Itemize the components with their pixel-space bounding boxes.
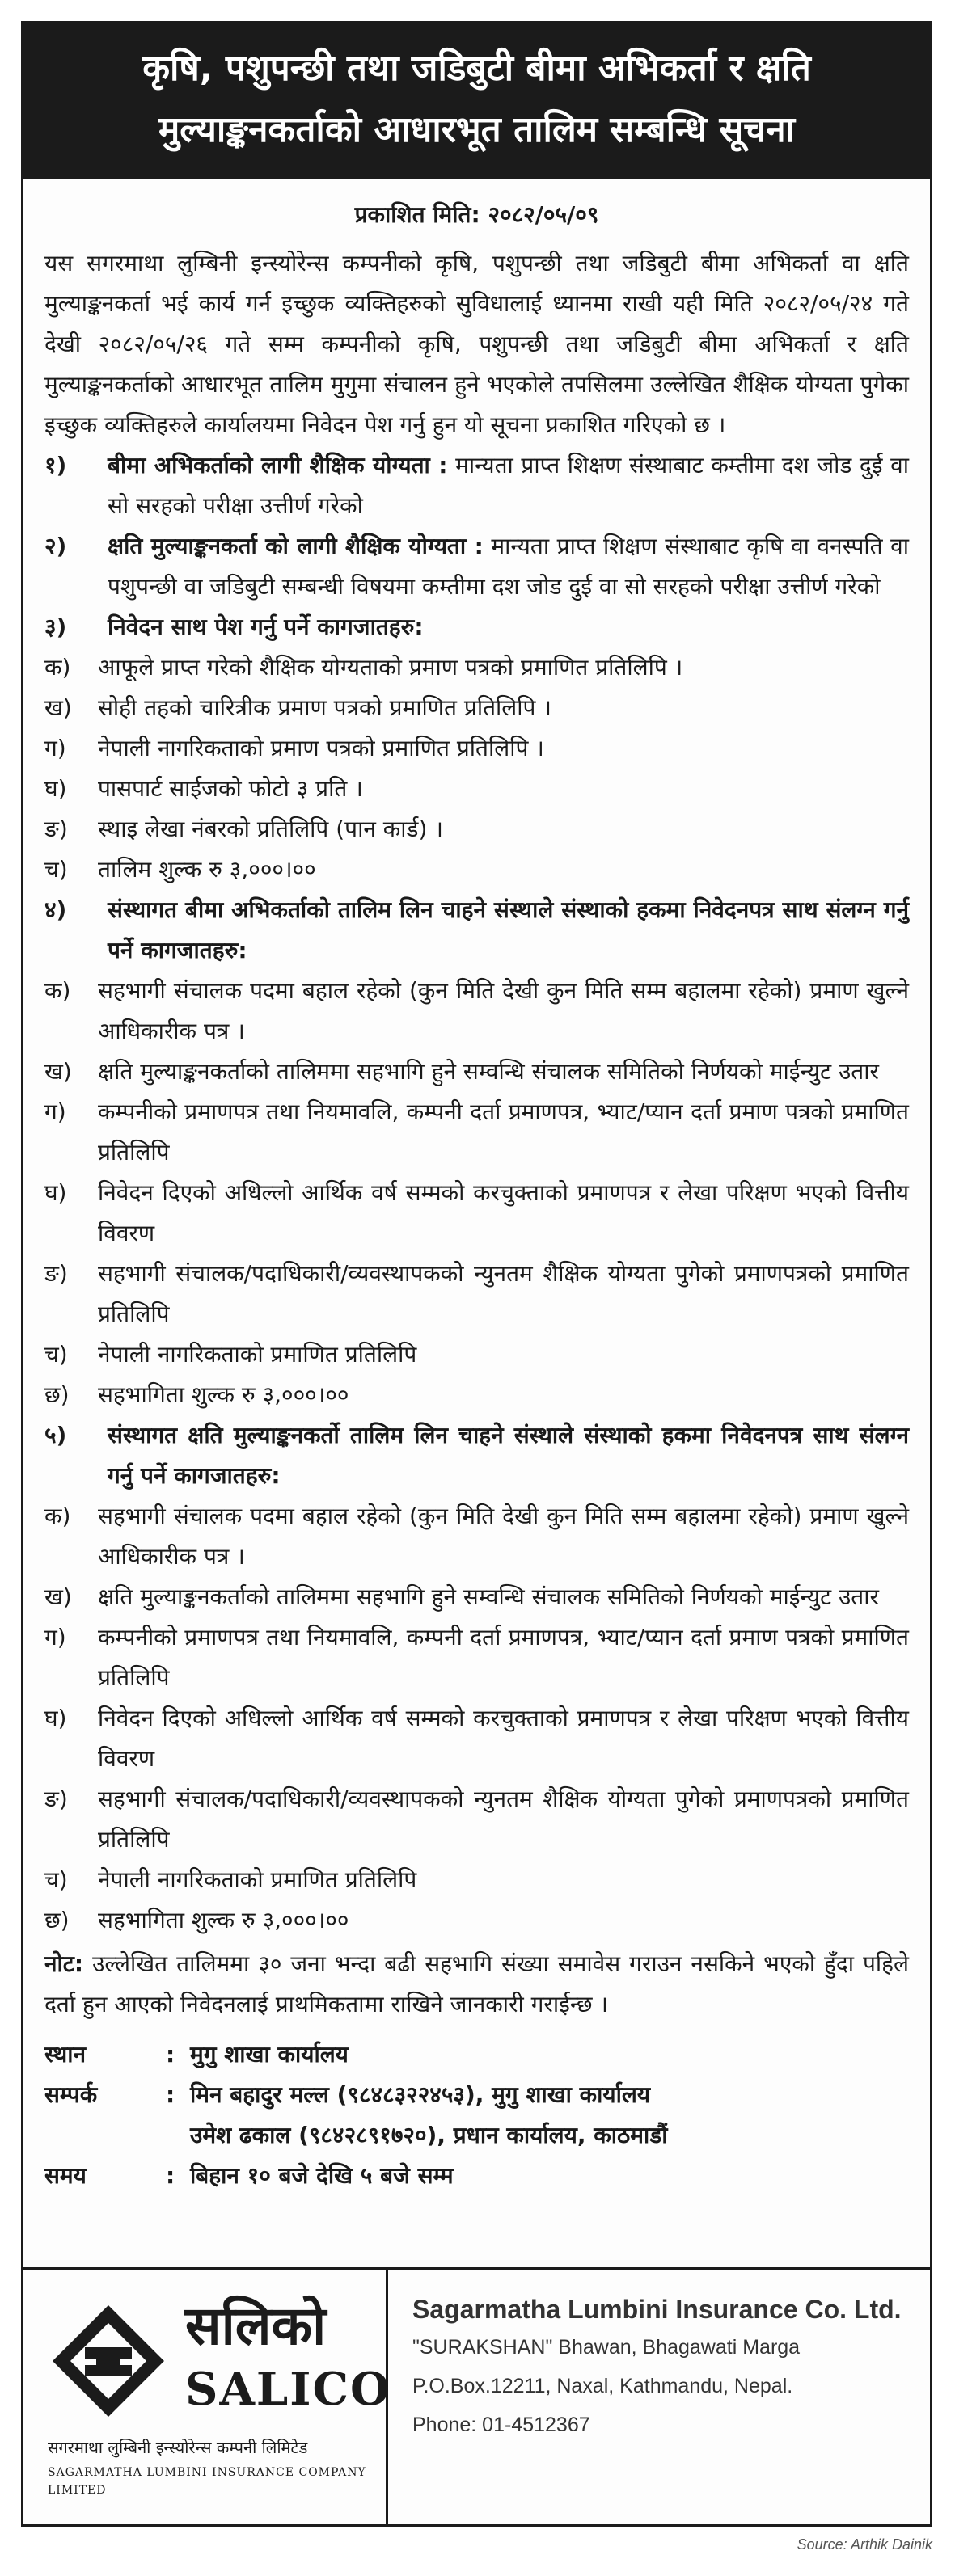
section-2-content: [108, 526, 909, 607]
section-2-label: २): [44, 533, 67, 559]
list-item: [44, 1375, 909, 1415]
notice-body: [23, 179, 930, 2196]
logo-subtitle-nepali: सगरमाथा लुम्बिनी इन्स्योरेन्स कम्पनी लिमिटेड: [48, 2438, 308, 2457]
company-phone: Phone: 01-4512367: [412, 2414, 590, 2436]
list-item-text: क्षति मुल्याङ्कनकर्ताको तालिममा सहभागि हुने सम्वन्धि संचालक समितिको निर्णयको माईन्युट उतार: [98, 1583, 879, 1610]
list-item-label: ङ): [44, 1785, 68, 1812]
contact-value-2: उमेश ढकाल (९८४२८९१७२०), प्रधान कार्यालय, काठमाडौं: [190, 2122, 668, 2148]
list-item: [44, 1617, 909, 1698]
list-item: [44, 809, 909, 850]
company-name: Sagarmatha Lumbini Insurance Co. Ltd.: [412, 2295, 902, 2324]
section-5-heading: संस्थागत क्षति मुल्याङ्कनकर्तो तालिम लिन चाहने संस्थाले संस्थाको हकमा निवेदनपत्र साथ संलग्न गर्नु पर्ने कागजातहरु:: [108, 1422, 909, 1489]
section-4-heading: संस्थागत बीमा अभिकर्ताको तालिम लिन चाहने संस्थाले संस्थाको हकमा निवेदनपत्र साथ संलग्न गर्नु पर्ने कागजातहरु:: [108, 896, 909, 963]
list-item: [44, 1900, 909, 1941]
place-colon: :: [166, 2041, 175, 2068]
list-item: [44, 1254, 909, 1334]
intro-paragraph: यस सगरमाथा लुम्बिनी इन्स्योरेन्स कम्पनीको कृषि, पशुपन्छी तथा जडिबुटी बीमा अभिकर्ता वा क्षति मुल्याङ्कनकर्ता भई कार्य गर्न इच्छुक व्यक्तिहरुको सुविधालाई ध्यानमा राखी यही मिति २०८२/०५/२४ गते देखी २०८२/०५/२६ गते सम्म कम्पनीको कृषि, पशुपन्छी तथा जडिबुटी बीमा अभिकर्ता र क्षति मुल्याङ्कनकर्ताको आधारभूत तालिम मुगुमा संचालन हुने भएकोले तपसिलमा उल्लेखित शैक्षिक योग्यता पुगेका इच्छुक व्यक्तिहरुले कार्यालयमा निवेदन पेश गर्नु हुन यो सूचना प्रकाशित गरिएको छ ।: [44, 250, 909, 438]
section-5: [44, 1415, 909, 1496]
section-2-text: मान्यता प्राप्त शिक्षण संस्थाबाट कृषि वा वनस्पति वा पशुपन्छी वा जडिबुटी सम्बन्धी विषयमा कम्तीमा दश जोड दुई वा सो सरहको परीक्षा उत्तीर्ण गरेको: [108, 533, 909, 600]
place-value: मुगु शाखा कार्यालय: [190, 2041, 349, 2068]
note-text: उल्लेखित तालिममा ३० जना भन्दा बढी सहभागि संख्या समावेस गराउन नसकिने भएको हुँदा पहिले दर्ता हुन आएको निवेदनलाई प्राथमिकतामा राखिने जानकारी गराईन्छ ।: [44, 1950, 909, 2017]
section-5-label: ५): [44, 1422, 67, 1448]
section-3: [44, 607, 909, 647]
notice-footer: [23, 2267, 930, 2524]
list-item: [44, 688, 909, 728]
list-item-label: छ): [44, 1907, 70, 1933]
published-date: प्रकाशित मिति: २०८२/०५/०९: [354, 201, 599, 228]
logo-english-text: SALICO: [185, 2363, 391, 2416]
list-item-label: क): [44, 1503, 71, 1529]
list-item-text: पासपार्ट साईजको फोटो ३ प्रति ।: [98, 775, 363, 802]
contact-colon: :: [166, 2081, 175, 2108]
list-item: [44, 728, 909, 769]
list-item-label: घ): [44, 1705, 67, 1731]
section-4: [44, 890, 909, 971]
list-item-text: निवेदन दिएको अधिल्लो आर्थिक वर्ष सम्मको करचुक्ताको प्रमाणपत्र र लेखा परिक्षण भएको वित्तीय विवरण: [98, 1179, 909, 1246]
time-label: समय: [44, 2162, 87, 2189]
list-item-text: आफूले प्राप्त गरेको शैक्षिक योग्यताको प्रमाण पत्रको प्रमाणित प्रतिलिपि ।: [98, 654, 683, 681]
list-item: [44, 1698, 909, 1779]
list-item: [44, 647, 909, 688]
list-item-text: सहभागी संचालक पदमा बहाल रहेको (कुन मिति देखी कुन मिति सम्म बहालमा रहेको) प्रमाण खुल्ने आधिकारीक पत्र ।: [98, 1503, 909, 1570]
list-item-text: सहभागिता शुल्क रु ३,०००।००: [98, 1907, 349, 1933]
notice-frame: [21, 21, 932, 2527]
list-item-text: तालिम शुल्क रु ३,०००।००: [98, 856, 316, 883]
list-item: [44, 1496, 909, 1577]
section-3-label: ३): [44, 613, 67, 640]
title-line-1: कृषि, पशुपन्छी तथा जडिबुटी बीमा अभिकर्ता र क्षति: [142, 48, 811, 89]
list-item-label: ङ): [44, 816, 68, 842]
list-item-label: ग): [44, 1624, 66, 1651]
contact-row: [44, 2075, 909, 2115]
list-item-label: ख): [44, 694, 72, 721]
list-item-text: निवेदन दिएको अधिल्लो आर्थिक वर्ष सम्मको करचुक्ताको प्रमाणपत्र र लेखा परिक्षण भएको वित्तीय विवरण: [98, 1705, 909, 1772]
place-label: स्थान: [44, 2041, 87, 2068]
list-item-label: ग): [44, 1098, 66, 1125]
list-item-label: ख): [44, 1583, 72, 1610]
list-item-label: च): [44, 856, 68, 883]
list-item-text: सहभागी संचालक/पदाधिकारी/व्यवस्थापकको न्युनतम शैक्षिक योग्यता पुगेको प्रमाणपत्रको प्रमाणित प्रतिलिपि: [98, 1785, 909, 1853]
list-item-label: च): [44, 1866, 68, 1893]
logo-nepali-text: सलिको: [185, 2295, 327, 2357]
list-item-label: ग): [44, 735, 66, 761]
note-paragraph: [44, 1944, 909, 2025]
section-1: [44, 445, 909, 526]
list-item: [44, 1173, 909, 1254]
section-2: [44, 526, 909, 607]
list-item: [44, 971, 909, 1052]
list-item-label: ख): [44, 1058, 72, 1085]
time-row: [44, 2156, 909, 2196]
list-item-text: नेपाली नागरिकताको प्रमाणित प्रतिलिपि: [98, 1866, 417, 1893]
time-value: बिहान १० बजे देखि ५ बजे सम्म: [190, 2162, 454, 2189]
list-item-text: क्षति मुल्याङ्कनकर्ताको तालिममा सहभागि हुने सम्वन्धि संचालक समितिको निर्णयको माईन्युट उतार: [98, 1058, 879, 1085]
notice-title: [23, 23, 930, 179]
place-row: [44, 2034, 909, 2075]
list-item: [44, 769, 909, 809]
contact-label: सम्पर्क: [44, 2081, 98, 2108]
source-credit: Source: Arthik Dainik: [797, 2536, 932, 2553]
list-item: [44, 1334, 909, 1375]
company-address-1: "SURAKSHAN" Bhawan, Bhagawati Marga: [412, 2336, 801, 2359]
section-1-content: [108, 445, 909, 526]
list-item-label: घ): [44, 775, 67, 802]
section-2-heading: क्षति मुल्याङ्कनकर्ता को लागी शैक्षिक योग्यता :: [108, 533, 484, 559]
list-item: [44, 1577, 909, 1617]
company-address-2: P.O.Box.12211, Naxal, Kathmandu, Nepal.: [412, 2375, 793, 2397]
list-item-text: सहभागिता शुल्क रु ३,०००।००: [98, 1381, 349, 1408]
section-1-text: मान्यता प्राप्त शिक्षण संस्थाबाट कम्तीमा दश जोड दुई वा सो सरहको परीक्षा उत्तीर्ण गरेको: [108, 452, 909, 519]
list-item: [44, 1779, 909, 1860]
time-colon: :: [166, 2162, 175, 2189]
list-item-text: सहभागी संचालक पदमा बहाल रहेको (कुन मिति देखी कुन मिति सम्म बहालमा रहेको) प्रमाण खुल्ने आधिकारीक पत्र ।: [98, 977, 909, 1044]
contact-row-2: [44, 2115, 909, 2156]
list-item-label: घ): [44, 1179, 67, 1206]
list-item: [44, 850, 909, 890]
list-item-text: कम्पनीको प्रमाणपत्र तथा नियमावलि, कम्पनी दर्ता प्रमाणपत्र, भ्याट/प्यान दर्ता प्रमाण पत्रको प्रमाणित प्रतिलिपि: [98, 1624, 909, 1691]
logo-subtitle-english: SAGARMATHA LUMBINI INSURANCE COMPANY LIMITED: [48, 2466, 366, 2497]
contact-info: [44, 2034, 909, 2196]
list-item-text: स्थाइ लेखा नंबरको प्रतिलिपि (पान कार्ड) ।: [98, 816, 443, 842]
list-item: [44, 1052, 909, 1092]
section-1-label: १): [44, 452, 67, 479]
section-1-heading: बीमा अभिकर्ताको लागी शैक्षिक योग्यता :: [108, 452, 448, 479]
list-item-label: क): [44, 654, 71, 681]
list-item-text: सहभागी संचालक/पदाधिकारी/व्यवस्थापकको न्युनतम शैक्षिक योग्यता पुगेको प्रमाणपत्रको प्रमाणित प्रतिलिपि: [98, 1260, 909, 1327]
company-logo: [23, 2270, 391, 2524]
list-item: [44, 1860, 909, 1900]
note-label: नोट:: [44, 1950, 84, 1977]
list-item-text: नेपाली नागरिकताको प्रमाणित प्रतिलिपि: [98, 1341, 417, 1368]
list-item-text: नेपाली नागरिकताको प्रमाण पत्रको प्रमाणित प्रतिलिपि ।: [98, 735, 544, 761]
list-item-label: क): [44, 977, 71, 1004]
contact-value-1: मिन बहादुर मल्ल (९८४८३२२४५३), मुगु शाखा कार्यालय: [190, 2081, 651, 2108]
list-item-label: ङ): [44, 1260, 68, 1287]
list-item: [44, 1092, 909, 1173]
list-item-text: सोही तहको चारित्रीक प्रमाण पत्रको प्रमाणित प्रतिलिपि ।: [98, 694, 551, 721]
company-details: [388, 2270, 930, 2524]
list-item-label: च): [44, 1341, 68, 1368]
salico-logo-icon: [48, 2300, 169, 2422]
list-item-text: कम्पनीको प्रमाणपत्र तथा नियमावलि, कम्पनी दर्ता प्रमाणपत्र, भ्याट/प्यान दर्ता प्रमाण पत्रको प्रमाणित प्रतिलिपि: [98, 1098, 909, 1166]
title-line-2: मुल्याङ्कनकर्ताको आधारभूत तालिम सम्बन्धि सूचना: [158, 109, 796, 150]
list-item-label: छ): [44, 1381, 70, 1408]
section-3-heading: निवेदन साथ पेश गर्नु पर्ने कागजातहरु:: [108, 613, 424, 640]
section-4-label: ४): [44, 896, 67, 923]
